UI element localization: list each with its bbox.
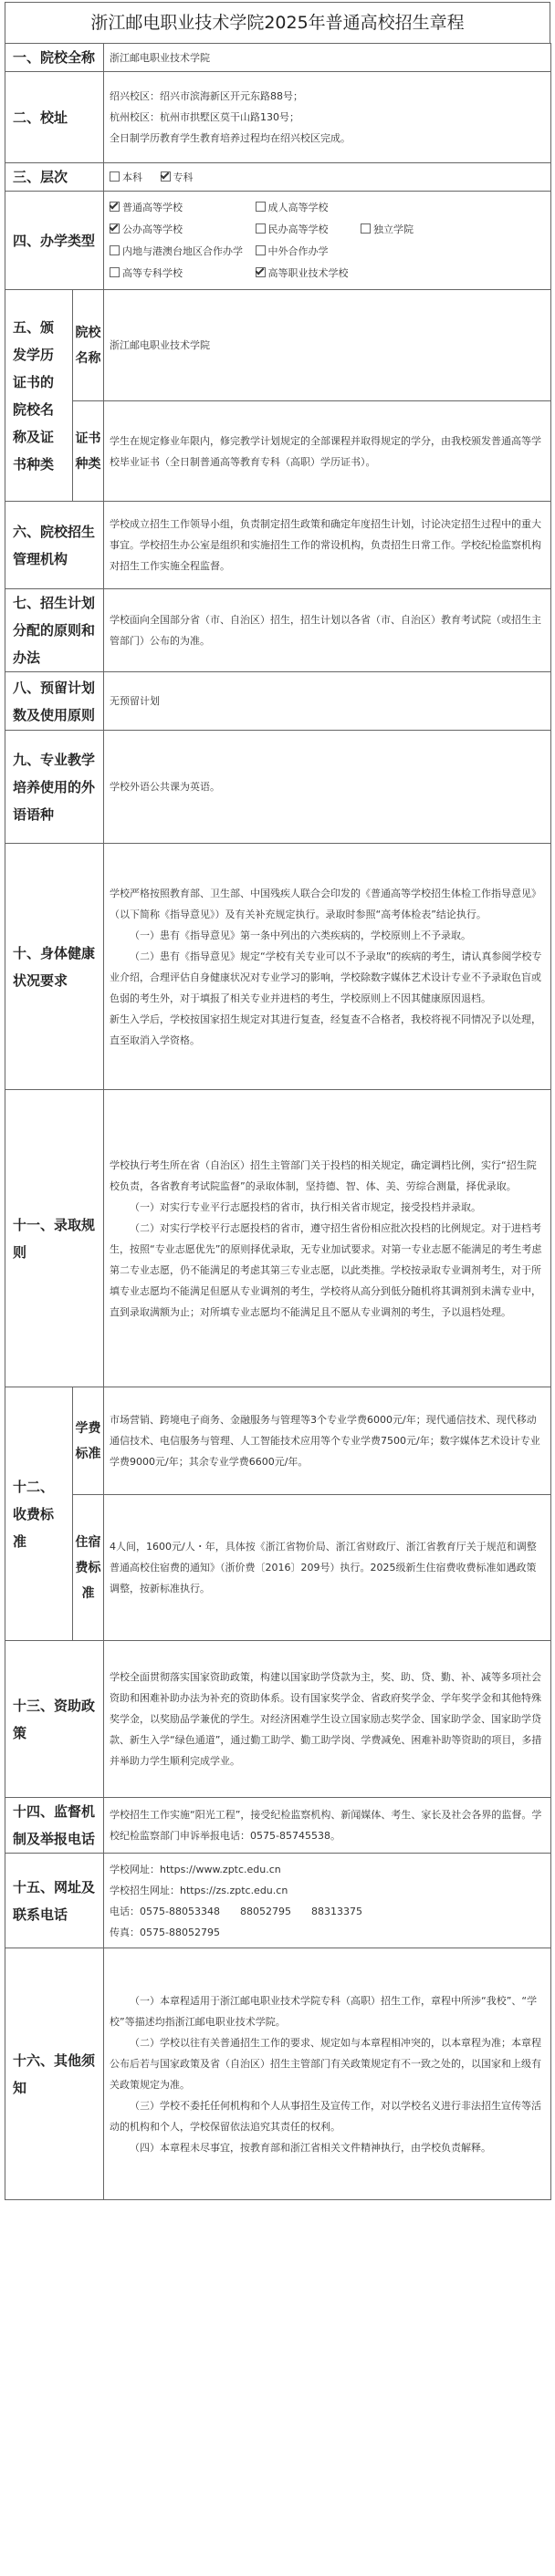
- rules-paragraph: （一）对实行专业平行志愿投档的省市，执行相关省市规定，接受投档并录取。: [130, 1200, 482, 1213]
- row-health: [5, 844, 551, 1090]
- notes-paragraph: （二）学校以往有关普通招生工作的要求、规定如与本章程相冲突的，以本章程为准；本章程公布后若与国家政策及省（自治区）招生主管部门有关政策规定有不一致之处的，以国家和上级有关政策规定为准。: [110, 2036, 542, 2091]
- supervision-value: 学校招生工作实施“阳光工程”，接受纪检监察机构、新闻媒体、考生、家长及社会各界的监督。学校纪检监察部门申诉举报电话：0575-85745538。: [104, 1798, 551, 1854]
- row-address: [5, 72, 551, 163]
- row-foreign-language: [5, 731, 551, 844]
- admission-rules-label: 十一、录取规则: [5, 1090, 104, 1387]
- address-line-3: 全日制学历教育学生教育培养过程均在绍兴校区完成。: [110, 132, 351, 144]
- contact-value: [104, 1854, 551, 1948]
- certificate-school-value: 浙江邮电职业技术学院: [104, 290, 551, 401]
- checkbox-icon: [256, 202, 266, 212]
- contact-label: 十五、网址及联系电话: [5, 1854, 104, 1948]
- health-paragraph: （一）患有《指导意见》第一条中列出的六类疾病的，学校原则上不予录取。: [130, 929, 472, 941]
- notes-paragraph: （四）本章程未尽事宜，按教育部和浙江省相关文件精神执行，由学校负责解释。: [130, 2141, 492, 2154]
- checkbox-checked-icon: [110, 223, 120, 234]
- row-certificate-type: [5, 401, 551, 502]
- row-other-notes: [5, 1948, 551, 2200]
- certificate-label: 五、颁发学历证书的院校名称及证书种类: [5, 290, 73, 502]
- school-type-label: 四、办学类型: [5, 192, 104, 290]
- school-type-options: [104, 192, 551, 290]
- row-level: [5, 163, 551, 192]
- health-paragraph: （二）患有《指导意见》规定“学校有关专业可以不予录取”的疾病的考生，请认真参阅学校专业介绍，合理评估自身健康状况对专业学习的影响，学校除数字媒体艺术设计专业不予录取色盲或色弱的考生外，对于填报了相关专业并进档的考生，学校原则上不因其健康原因退档。: [110, 950, 542, 1004]
- certificate-type-sublabel: 证书种类: [73, 401, 104, 502]
- contact-line: 学校网址：https://www.zptc.edu.cn: [110, 1863, 281, 1875]
- certificate-type-value: 学生在规定修业年限内，修完教学计划规定的全部课程并取得规定的学分，由我校颁发普通高等学校毕业证书（全日制普通高等教育专科（高职）学历证书）。: [104, 401, 551, 502]
- address-line-1: 绍兴校区：绍兴市滨海新区开元东路88号；: [110, 90, 304, 102]
- health-paragraph: 学校严格按照教育部、卫生部、中国残疾人联合会印发的《普通高等学校招生体检工作指导意见》（以下简称《指导意见》）及有关补充规定执行。录取时参照“高考体检表”结论执行。: [110, 887, 542, 920]
- row-certificate-school: [5, 290, 551, 401]
- checkbox-checked-icon: [256, 267, 266, 277]
- row-reserved-plan: [5, 672, 551, 731]
- health-value: [104, 844, 551, 1090]
- row-school-name: [5, 44, 551, 72]
- health-label: 十、身体健康状况要求: [5, 844, 104, 1090]
- notes-paragraph: （一）本章程适用于浙江邮电职业技术学院专科（高职）招生工作，章程中所涉“我校”、“学校”等描述均指浙江邮电职业技术学院。: [110, 1994, 538, 2028]
- accommodation-sublabel: 住宿费标准: [73, 1495, 104, 1641]
- address-value: [104, 72, 551, 163]
- row-accommodation: [5, 1495, 551, 1641]
- row-plan-allocation: [5, 589, 551, 672]
- health-paragraph: 新生入学后，学校按国家招生规定对其进行复查，经复查不合格者，我校将视不同情况予以处理，直至取消入学资格。: [110, 1013, 542, 1046]
- charter-page: [5, 2, 550, 2200]
- school-name-label: 一、院校全称: [5, 44, 104, 72]
- row-supervision: [5, 1798, 551, 1854]
- accommodation-value: 4人间，1600元/人・年，具体按《浙江省物价局、浙江省财政厅、浙江省教育厅关于规范和调整普通高校住宿费的通知》（浙价费〔2016〕209号）执行。2025级新生住宿费收费标准如遇政策调整，按新标准执行。: [104, 1495, 551, 1641]
- level-options: [104, 163, 551, 192]
- address-label: 二、校址: [5, 72, 104, 163]
- page-title: 浙江邮电职业技术学院2025年普通高校招生章程: [5, 2, 550, 43]
- other-notes-label: 十六、其他须知: [5, 1948, 104, 2200]
- checkbox-icon: [256, 223, 266, 234]
- checkbox-icon: [110, 171, 120, 182]
- contact-line: 传真：0575-88052795: [110, 1926, 220, 1938]
- admission-office-label: 六、院校招生管理机构: [5, 502, 104, 589]
- charter-table: [5, 43, 551, 2200]
- type-row-1: 普通高等学校 成人高等学校: [110, 197, 545, 219]
- type-row-2: 公办高等学校 民办高等学校 独立学院: [110, 219, 545, 241]
- level-option-bachelor: 本科: [110, 167, 142, 188]
- notes-paragraph: （三）学校不委托任何机构和个人从事招生及宣传工作，对以学校名义进行非法招生宣传等活动的机构和个人，学校保留依法追究其责任的权利。: [110, 2099, 542, 2133]
- financial-aid-label: 十三、资助政策: [5, 1641, 104, 1798]
- financial-aid-value: 学校全面贯彻落实国家资助政策，构建以国家助学贷款为主，奖、助、贷、勤、补、减等多项社会资助和困难补助办法为补充的资助体系。设有国家奖学金、省政府奖学金、学年奖学金和其他特殊奖学金，以奖励品学兼优的学生。对经济困难学生设立国家励志奖学金、国家助学金、国家助学贷款、新生入学“绿色通道”，通过勤工助学、勤工助学岗、学费减免、困难补助等资助的项目，多措并举助力学生顺利完成学业。: [104, 1641, 551, 1798]
- admission-office-value: 学校成立招生工作领导小组，负责制定招生政策和确定年度招生计划，讨论决定招生过程中的重大事宜。学校招生办公室是组织和实施招生工作的常设机构，负责招生日常工作。学校纪检监察机构对招生工作实施全程监督。: [104, 502, 551, 589]
- tuition-sublabel: 学费标准: [73, 1387, 104, 1495]
- checkbox-icon: [110, 245, 120, 255]
- fees-label: 十二、收费标准: [5, 1387, 73, 1641]
- level-label: 三、层次: [5, 163, 104, 192]
- checkbox-icon: [361, 223, 371, 234]
- foreign-language-label: 九、专业教学培养使用的外语语种: [5, 731, 104, 844]
- row-school-type: [5, 192, 551, 290]
- level-option-associate: 专科: [161, 167, 194, 188]
- row-contact: [5, 1854, 551, 1948]
- row-financial-aid: [5, 1641, 551, 1798]
- address-line-2: 杭州校区：杭州市拱墅区莫干山路130号；: [110, 111, 300, 123]
- school-name-value: 浙江邮电职业技术学院: [104, 44, 551, 72]
- rules-paragraph: （二）对实行学校平行志愿投档的省市，遵守招生省份相应批次投档的比例规定。对于进档考生，按照“专业志愿优先”的原则择优录取，无专业加试要求。对第一专业志愿不能满足的考生考虑第二专业志愿，仍不能满足的考虑其第三专业志愿，以此类推。学校按录取专业调剂考生，对于所填专业志愿均不能满足但愿从专业调剂的考生，学校将从高分到低分随机将其调剂到未满专业中，直到录取满额为止；对所填专业志愿均不能满足且不愿从专业调剂的考生，予以退档处理。: [110, 1221, 542, 1318]
- rules-paragraph: 学校执行考生所在省（自治区）招生主管部门关于投档的相关规定，确定调档比例，实行“招生院校负责，各省教育考试院监督”的录取体制，坚持德、智、体、美、劳综合测量，择优录取。: [110, 1158, 537, 1192]
- plan-allocation-label: 七、招生计划分配的原则和办法: [5, 589, 104, 672]
- supervision-label: 十四、监督机制及举报电话: [5, 1798, 104, 1854]
- type-row-3: 内地与港澳台地区合作办学 中外合作办学: [110, 241, 545, 263]
- foreign-language-value: 学校外语公共课为英语。: [104, 731, 551, 844]
- certificate-school-sublabel: 院校名称: [73, 290, 104, 401]
- checkbox-icon: [110, 267, 120, 277]
- row-admission-rules: [5, 1090, 551, 1387]
- checkbox-icon: [256, 245, 266, 255]
- reserved-plan-value: 无预留计划: [104, 672, 551, 731]
- tuition-value: 市场营销、跨境电子商务、金融服务与管理等3个专业学费6000元/年；现代通信技术、现代移动通信技术、电信服务与管理、人工智能技术应用等个专业学费7500元/年；数字媒体艺术设计专业学费9000元/年；其余专业学费6600元/年。: [104, 1387, 551, 1495]
- checkbox-checked-icon: [161, 171, 171, 182]
- admission-rules-value: [104, 1090, 551, 1387]
- contact-line: 学校招生网址：https://zs.zptc.edu.cn: [110, 1884, 288, 1896]
- checkbox-checked-icon: [110, 202, 120, 212]
- contact-line: 电话：0575-88053348 88052795 88313375: [110, 1905, 362, 1917]
- plan-allocation-value: 学校面向全国部分省（市、自治区）招生，招生计划以各省（市、自治区）教育考试院（或招生主管部门）公布的为准。: [104, 589, 551, 672]
- reserved-plan-label: 八、预留计划数及使用原则: [5, 672, 104, 731]
- type-row-4: 高等专科学校 高等职业技术学校: [110, 263, 545, 285]
- row-admission-office: [5, 502, 551, 589]
- row-tuition: [5, 1387, 551, 1495]
- other-notes-value: [104, 1948, 551, 2200]
